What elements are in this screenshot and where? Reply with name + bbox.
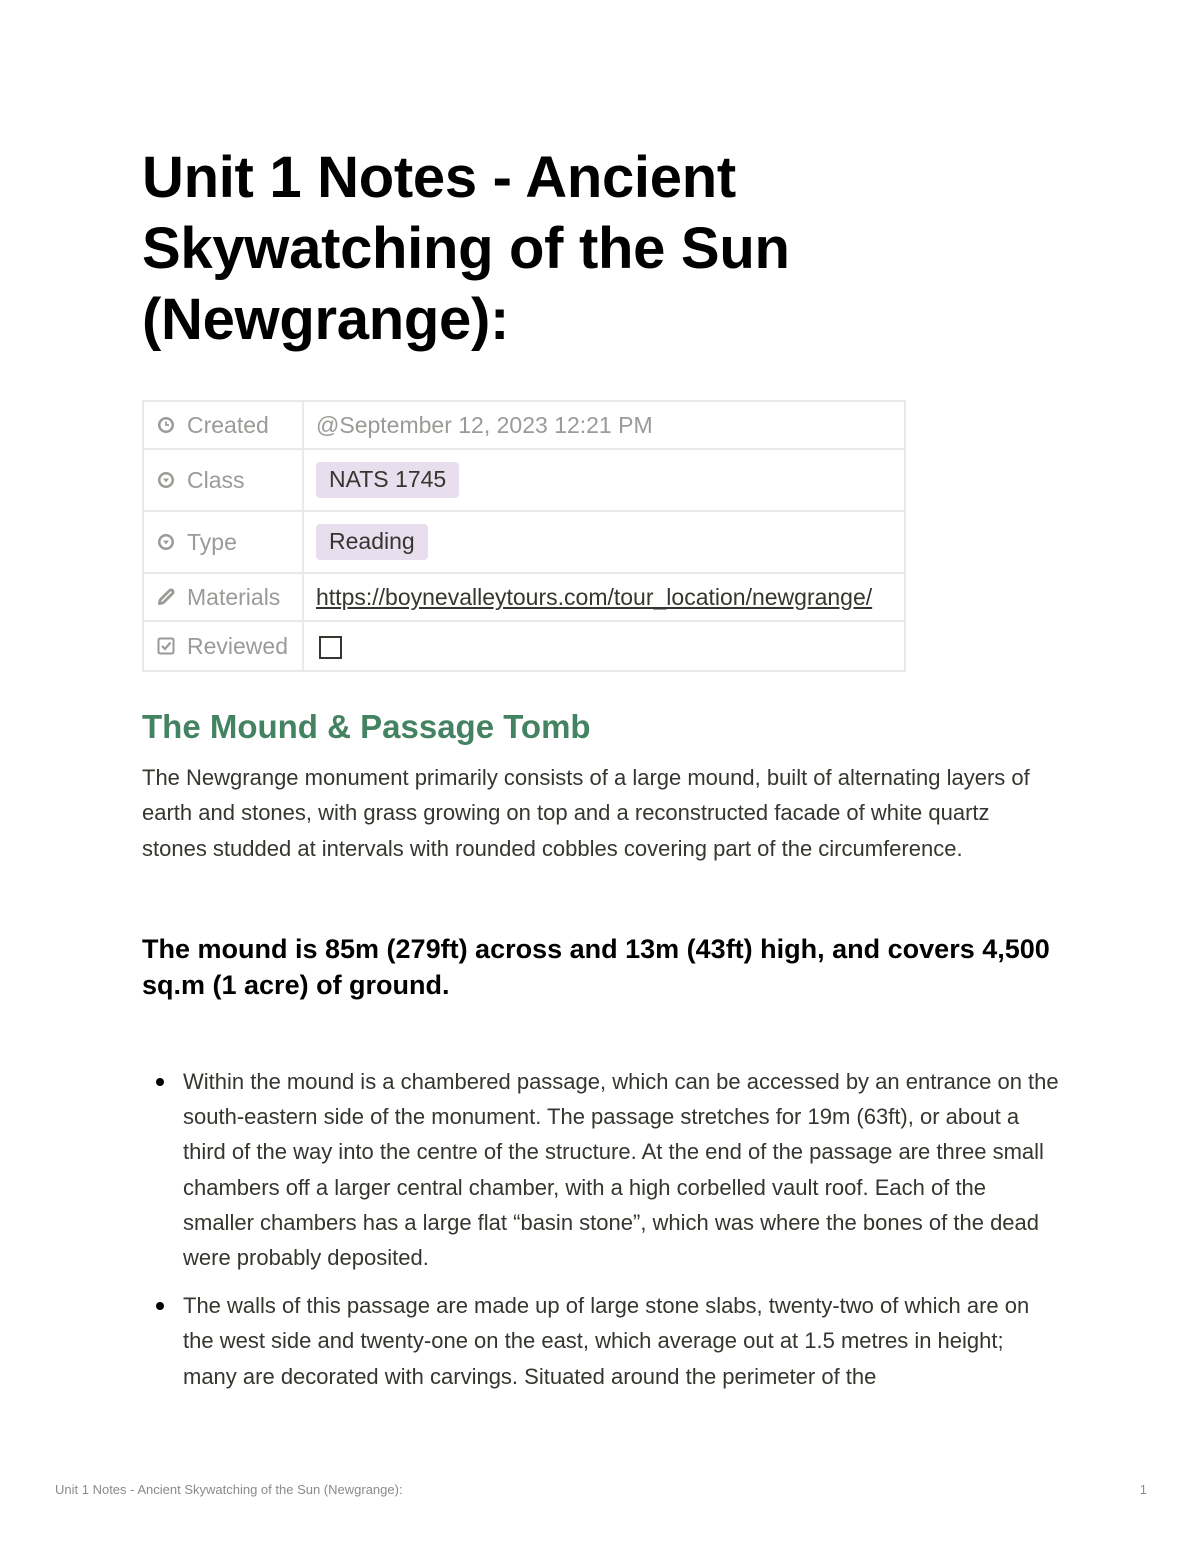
property-label-materials: Materials bbox=[187, 583, 281, 610]
list-item: The walls of this passage are made up of large stone slabs, twenty-two of which are on the west side and twenty-one on the east, which average out at 1.5 metres in height; many are decorated with carvings. Situated around the perimeter of the bbox=[142, 1288, 1062, 1394]
property-value-reviewed[interactable] bbox=[303, 621, 905, 671]
type-tag[interactable]: Reading bbox=[316, 524, 428, 560]
property-key-created bbox=[143, 401, 303, 449]
created-date: @September 12, 2023 12:21 PM bbox=[316, 411, 653, 438]
property-key-class bbox=[143, 449, 303, 511]
property-label-type: Type bbox=[187, 528, 237, 555]
property-key-reviewed bbox=[143, 621, 303, 671]
select-icon bbox=[156, 532, 176, 552]
materials-link[interactable]: https://boynevalleytours.com/tour_location/newgrange/ bbox=[316, 583, 873, 610]
property-key-type bbox=[143, 511, 303, 573]
section-heading: The Mound & Passage Tomb bbox=[142, 708, 591, 745]
property-row-class bbox=[143, 449, 905, 511]
page-title: Unit 1 Notes - Ancient Skywatching of the Sun (Newgrange): bbox=[142, 145, 790, 352]
property-label-created: Created bbox=[187, 411, 269, 438]
property-row-materials bbox=[143, 573, 905, 621]
property-row-type bbox=[143, 511, 905, 573]
bullet-list bbox=[142, 1064, 1062, 1407]
page-number: 1 bbox=[1139, 1482, 1147, 1497]
mound-dimensions-statement: The mound is 85m (279ft) across and 13m (43ft) high, and covers 4,500 sq.m (1 acre) of ground. bbox=[142, 934, 1050, 1000]
checkbox-icon bbox=[156, 636, 176, 656]
property-label-reviewed: Reviewed bbox=[187, 632, 288, 659]
property-value-materials[interactable] bbox=[303, 573, 905, 621]
property-key-materials bbox=[143, 573, 303, 621]
property-value-created bbox=[303, 401, 905, 449]
footer-title: Unit 1 Notes - Ancient Skywatching of the Sun (Newgrange): bbox=[55, 1482, 403, 1497]
reviewed-checkbox[interactable] bbox=[319, 636, 342, 659]
select-icon bbox=[156, 470, 176, 490]
properties-table bbox=[142, 400, 906, 672]
property-row-created bbox=[143, 401, 905, 449]
clock-icon bbox=[156, 415, 176, 435]
paperclip-icon bbox=[156, 587, 176, 607]
property-row-reviewed bbox=[143, 621, 905, 671]
class-tag[interactable]: NATS 1745 bbox=[316, 462, 459, 498]
list-item: Within the mound is a chambered passage, which can be accessed by an entrance on the south-eastern side of the monument. The passage stretches for 19m (63ft), or about a third of the way into the centre of the structure. At the end of the passage are three small chambers off a larger central chamber, with a high corbelled vault roof. Each of the smaller chambers has a large flat “basin stone”, which was where the bones of the dead were probably deposited. bbox=[142, 1064, 1062, 1275]
intro-paragraph: The Newgrange monument primarily consists of a large mound, built of alternating layers of earth and stones, with grass growing on top and a reconstructed facade of white quartz stones studded at intervals with rounded cobbles covering part of the circumference. bbox=[142, 765, 1030, 861]
property-value-class[interactable] bbox=[303, 449, 905, 511]
property-label-class: Class bbox=[187, 466, 245, 493]
property-value-type[interactable] bbox=[303, 511, 905, 573]
